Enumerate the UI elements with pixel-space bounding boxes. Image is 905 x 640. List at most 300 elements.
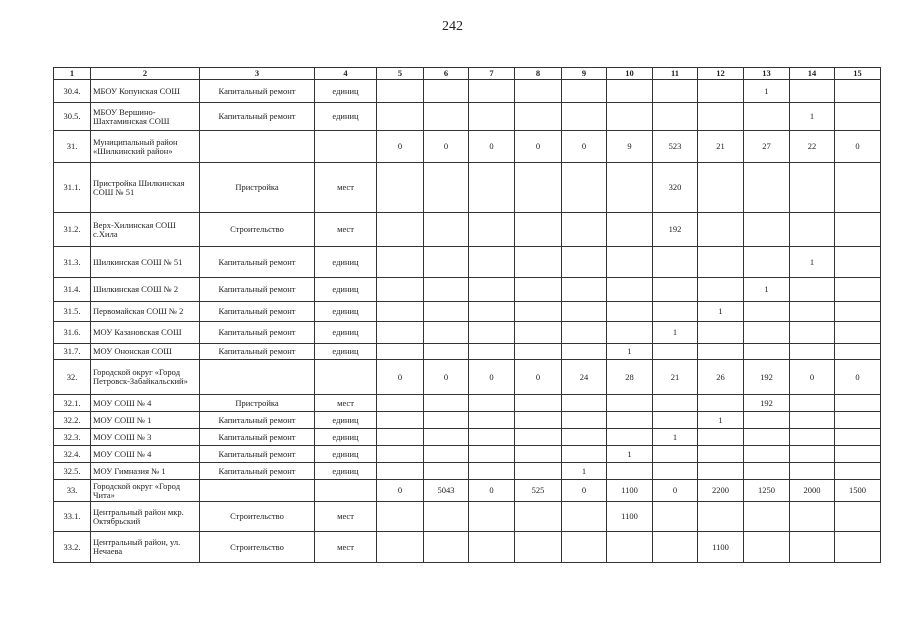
table-cell xyxy=(744,463,790,480)
table-cell xyxy=(790,322,835,344)
table-cell xyxy=(515,429,562,446)
table-cell xyxy=(424,463,469,480)
table-cell xyxy=(377,80,424,103)
row-name-cell: Городской округ «Город Чита» xyxy=(91,480,200,502)
row-index-cell: 32.4. xyxy=(54,446,91,463)
table-cell xyxy=(698,446,744,463)
row-index-cell: 31.5. xyxy=(54,302,91,322)
table-cell xyxy=(607,429,653,446)
table-cell xyxy=(835,302,881,322)
table-cell: Капитальный ремонт xyxy=(200,446,315,463)
table-cell xyxy=(377,429,424,446)
table-cell xyxy=(744,344,790,360)
table-cell xyxy=(515,502,562,532)
table-cell xyxy=(469,103,515,131)
table-cell xyxy=(744,302,790,322)
table-cell xyxy=(744,163,790,213)
table-cell xyxy=(790,163,835,213)
table-cell xyxy=(377,412,424,429)
row-name-cell: Центральный район мкр. Октябрьский xyxy=(91,502,200,532)
table-cell xyxy=(790,302,835,322)
table-cell xyxy=(790,213,835,247)
table-cell xyxy=(562,446,607,463)
table-cell: единиц xyxy=(315,278,377,302)
table-cell: 1 xyxy=(744,278,790,302)
table-cell: 0 xyxy=(469,131,515,163)
column-header: 2 xyxy=(91,68,200,80)
table-cell xyxy=(653,463,698,480)
table-cell xyxy=(698,103,744,131)
table-row xyxy=(54,412,881,429)
column-header: 10 xyxy=(607,68,653,80)
row-name-cell: Шилкинская СОШ № 2 xyxy=(91,278,200,302)
table-cell: 1 xyxy=(744,80,790,103)
table-cell xyxy=(424,412,469,429)
table-cell xyxy=(653,103,698,131)
table-cell xyxy=(607,322,653,344)
row-index-cell: 31. xyxy=(54,131,91,163)
table-cell xyxy=(469,502,515,532)
table-cell xyxy=(562,502,607,532)
table-cell xyxy=(469,213,515,247)
table-cell: 525 xyxy=(515,480,562,502)
table-cell xyxy=(790,463,835,480)
table-cell xyxy=(424,302,469,322)
table-cell xyxy=(835,412,881,429)
table-cell xyxy=(790,412,835,429)
table-row xyxy=(54,213,881,247)
table-cell xyxy=(469,412,515,429)
table-cell xyxy=(377,395,424,412)
table-cell: 0 xyxy=(562,480,607,502)
table-cell xyxy=(562,344,607,360)
table-cell: Капитальный ремонт xyxy=(200,103,315,131)
table-cell xyxy=(835,322,881,344)
table-cell: единиц xyxy=(315,302,377,322)
table-cell xyxy=(744,213,790,247)
table-cell xyxy=(377,532,424,563)
table-cell: 1 xyxy=(790,103,835,131)
table-cell: единиц xyxy=(315,344,377,360)
table-cell: 1 xyxy=(607,344,653,360)
table-cell xyxy=(744,532,790,563)
table-cell xyxy=(515,80,562,103)
column-header: 12 xyxy=(698,68,744,80)
table-cell: 0 xyxy=(424,360,469,395)
row-name-cell: МБОУ Копунская СОШ xyxy=(91,80,200,103)
table-cell xyxy=(424,247,469,278)
table-cell xyxy=(562,278,607,302)
table-cell: Капитальный ремонт xyxy=(200,302,315,322)
table-cell: мест xyxy=(315,502,377,532)
table-cell xyxy=(835,446,881,463)
table-cell: 26 xyxy=(698,360,744,395)
table-cell xyxy=(653,532,698,563)
table-cell xyxy=(424,429,469,446)
row-index-cell: 30.5. xyxy=(54,103,91,131)
row-name-cell: Первомайская СОШ № 2 xyxy=(91,302,200,322)
table-cell xyxy=(515,532,562,563)
table-cell xyxy=(562,322,607,344)
table-cell xyxy=(790,278,835,302)
table-cell xyxy=(469,463,515,480)
table-cell: 0 xyxy=(377,131,424,163)
column-header: 1 xyxy=(54,68,91,80)
table-row xyxy=(54,344,881,360)
table-cell: мест xyxy=(315,163,377,213)
table-cell xyxy=(790,502,835,532)
table-row xyxy=(54,446,881,463)
data-table xyxy=(53,67,881,563)
table-row xyxy=(54,360,881,395)
table-cell xyxy=(744,446,790,463)
table-cell xyxy=(562,395,607,412)
table-cell xyxy=(469,163,515,213)
table-cell: 1500 xyxy=(835,480,881,502)
table-cell xyxy=(469,322,515,344)
table-cell: Капитальный ремонт xyxy=(200,278,315,302)
table-cell xyxy=(200,131,315,163)
table-cell: Капитальный ремонт xyxy=(200,344,315,360)
table-cell xyxy=(607,103,653,131)
table-cell: единиц xyxy=(315,103,377,131)
table-cell xyxy=(515,344,562,360)
table-cell: мест xyxy=(315,532,377,563)
row-name-cell: Центральный район, ул. Нечаева xyxy=(91,532,200,563)
table-cell: 1 xyxy=(562,463,607,480)
table-cell xyxy=(835,463,881,480)
table-cell: 1250 xyxy=(744,480,790,502)
row-index-cell: 30.4. xyxy=(54,80,91,103)
table-cell: 320 xyxy=(653,163,698,213)
table-cell: 2000 xyxy=(790,480,835,502)
table-cell xyxy=(653,446,698,463)
table-row xyxy=(54,103,881,131)
table-cell xyxy=(607,278,653,302)
table-cell xyxy=(653,302,698,322)
table-cell xyxy=(424,163,469,213)
table-cell: 0 xyxy=(515,131,562,163)
row-name-cell: Шилкинская СОШ № 51 xyxy=(91,247,200,278)
table-cell xyxy=(653,412,698,429)
table-cell xyxy=(562,302,607,322)
table-cell xyxy=(698,278,744,302)
table-cell xyxy=(315,480,377,502)
table-row xyxy=(54,302,881,322)
column-header: 7 xyxy=(469,68,515,80)
table-cell xyxy=(835,395,881,412)
row-name-cell: Муниципальный район «Шилкинский район» xyxy=(91,131,200,163)
table-cell: 1 xyxy=(790,247,835,278)
table-cell xyxy=(424,213,469,247)
table-cell: 1 xyxy=(653,429,698,446)
table-cell xyxy=(200,360,315,395)
table-cell xyxy=(469,344,515,360)
table-cell xyxy=(377,322,424,344)
table-cell xyxy=(607,463,653,480)
table-cell xyxy=(200,480,315,502)
table-cell xyxy=(515,395,562,412)
table-cell xyxy=(698,80,744,103)
row-index-cell: 33.1. xyxy=(54,502,91,532)
table-cell xyxy=(469,395,515,412)
table-cell xyxy=(835,502,881,532)
table-cell: 0 xyxy=(377,360,424,395)
table-cell xyxy=(790,429,835,446)
table-cell: мест xyxy=(315,395,377,412)
table-cell xyxy=(653,344,698,360)
table-cell: Капитальный ремонт xyxy=(200,412,315,429)
table-cell xyxy=(698,502,744,532)
table-cell xyxy=(315,360,377,395)
table-cell xyxy=(469,278,515,302)
table-cell xyxy=(424,322,469,344)
table-cell xyxy=(562,80,607,103)
column-header: 13 xyxy=(744,68,790,80)
row-name-cell: Верх-Хилинская СОШ с.Хила xyxy=(91,213,200,247)
table-cell xyxy=(744,103,790,131)
column-header: 4 xyxy=(315,68,377,80)
table-row xyxy=(54,163,881,213)
table-cell: 523 xyxy=(653,131,698,163)
table-cell xyxy=(835,344,881,360)
table-cell xyxy=(698,163,744,213)
table-cell xyxy=(607,247,653,278)
table-cell: 1 xyxy=(698,412,744,429)
table-cell xyxy=(562,532,607,563)
table-cell: 1 xyxy=(698,302,744,322)
table-cell xyxy=(744,412,790,429)
table-cell xyxy=(790,80,835,103)
table-cell: 0 xyxy=(515,360,562,395)
table-cell: 2200 xyxy=(698,480,744,502)
table-cell xyxy=(835,80,881,103)
table-cell xyxy=(744,322,790,344)
table-cell xyxy=(790,395,835,412)
table-row xyxy=(54,131,881,163)
table-cell: 192 xyxy=(653,213,698,247)
table-cell xyxy=(790,446,835,463)
table-cell: 5043 xyxy=(424,480,469,502)
table-cell xyxy=(424,344,469,360)
table-cell xyxy=(835,278,881,302)
table-cell xyxy=(698,429,744,446)
table-cell xyxy=(835,532,881,563)
table-cell xyxy=(698,213,744,247)
table-cell xyxy=(698,322,744,344)
table-cell xyxy=(744,429,790,446)
table-cell: Пристройка xyxy=(200,395,315,412)
table-cell xyxy=(515,213,562,247)
table-cell xyxy=(607,163,653,213)
table-cell: 1 xyxy=(653,322,698,344)
table-cell: 21 xyxy=(698,131,744,163)
table-cell xyxy=(515,446,562,463)
table-cell: единиц xyxy=(315,322,377,344)
table-cell xyxy=(790,532,835,563)
row-index-cell: 31.3. xyxy=(54,247,91,278)
table-cell xyxy=(698,344,744,360)
table-cell xyxy=(698,463,744,480)
table-cell: 1100 xyxy=(698,532,744,563)
table-cell xyxy=(607,395,653,412)
row-index-cell: 31.4. xyxy=(54,278,91,302)
table-cell: 1100 xyxy=(607,502,653,532)
table-cell xyxy=(515,302,562,322)
table-cell xyxy=(424,278,469,302)
row-name-cell: Пристройка Шилкинская СОШ № 51 xyxy=(91,163,200,213)
table-cell xyxy=(698,247,744,278)
table-cell xyxy=(515,247,562,278)
table-cell xyxy=(469,446,515,463)
table-cell xyxy=(424,395,469,412)
table-cell: 1 xyxy=(607,446,653,463)
column-header: 3 xyxy=(200,68,315,80)
table-cell xyxy=(835,103,881,131)
row-name-cell: МОУ СОШ № 1 xyxy=(91,412,200,429)
table-row xyxy=(54,247,881,278)
row-index-cell: 32. xyxy=(54,360,91,395)
table-cell xyxy=(790,344,835,360)
table-cell xyxy=(469,429,515,446)
table-cell xyxy=(653,502,698,532)
column-header: 14 xyxy=(790,68,835,80)
column-header: 8 xyxy=(515,68,562,80)
table-cell xyxy=(424,532,469,563)
table-cell: Капитальный ремонт xyxy=(200,429,315,446)
table-cell: 9 xyxy=(607,131,653,163)
row-name-cell: МОУ Гимназия № 1 xyxy=(91,463,200,480)
row-index-cell: 31.2. xyxy=(54,213,91,247)
table-cell xyxy=(377,103,424,131)
table-cell: Пристройка xyxy=(200,163,315,213)
table-cell xyxy=(315,131,377,163)
table-cell xyxy=(653,80,698,103)
table-cell xyxy=(653,247,698,278)
table-cell: единиц xyxy=(315,463,377,480)
table-cell xyxy=(607,412,653,429)
table-cell xyxy=(607,302,653,322)
table-cell xyxy=(562,412,607,429)
table-cell xyxy=(562,103,607,131)
row-name-cell: МОУ Ононская СОШ xyxy=(91,344,200,360)
table-row xyxy=(54,429,881,446)
table-cell xyxy=(653,395,698,412)
table-cell xyxy=(835,213,881,247)
table-cell: Капитальный ремонт xyxy=(200,463,315,480)
row-index-cell: 33.2. xyxy=(54,532,91,563)
table-cell xyxy=(424,446,469,463)
table-cell xyxy=(607,213,653,247)
table-cell xyxy=(607,532,653,563)
table-cell: мест xyxy=(315,213,377,247)
table-cell xyxy=(469,302,515,322)
row-name-cell: МОУ СОШ № 3 xyxy=(91,429,200,446)
table-cell: 0 xyxy=(424,131,469,163)
table-cell xyxy=(377,446,424,463)
table-cell: Капитальный ремонт xyxy=(200,80,315,103)
table-cell: 0 xyxy=(790,360,835,395)
table-cell: единиц xyxy=(315,429,377,446)
table-cell xyxy=(562,429,607,446)
table-cell xyxy=(515,278,562,302)
table-cell xyxy=(469,247,515,278)
row-name-cell: МБОУ Вершино-Шахтаминская СОШ xyxy=(91,103,200,131)
table-row xyxy=(54,80,881,103)
table-row xyxy=(54,322,881,344)
row-index-cell: 32.5. xyxy=(54,463,91,480)
table-cell xyxy=(515,163,562,213)
table-cell xyxy=(653,278,698,302)
table-row xyxy=(54,532,881,563)
table-cell: Строительство xyxy=(200,502,315,532)
row-index-cell: 31.7. xyxy=(54,344,91,360)
row-index-cell: 32.3. xyxy=(54,429,91,446)
table-cell xyxy=(469,80,515,103)
table-cell: 0 xyxy=(469,360,515,395)
table-cell xyxy=(698,395,744,412)
table-cell: 24 xyxy=(562,360,607,395)
table-row xyxy=(54,463,881,480)
table-row xyxy=(54,395,881,412)
table-cell: 192 xyxy=(744,360,790,395)
table-cell xyxy=(562,213,607,247)
table-cell: 28 xyxy=(607,360,653,395)
table-cell xyxy=(377,463,424,480)
table-cell: 192 xyxy=(744,395,790,412)
table-cell: 0 xyxy=(835,360,881,395)
column-header: 5 xyxy=(377,68,424,80)
page-number: 242 xyxy=(442,19,463,34)
table-cell: 0 xyxy=(469,480,515,502)
table-cell xyxy=(515,463,562,480)
row-index-cell: 31.6. xyxy=(54,322,91,344)
table-cell: 1100 xyxy=(607,480,653,502)
table-row xyxy=(54,502,881,532)
row-index-cell: 32.2. xyxy=(54,412,91,429)
table-cell xyxy=(377,163,424,213)
table-row xyxy=(54,278,881,302)
table-cell xyxy=(377,213,424,247)
row-index-cell: 33. xyxy=(54,480,91,502)
table-cell xyxy=(424,502,469,532)
table-cell: 0 xyxy=(377,480,424,502)
table-cell: Капитальный ремонт xyxy=(200,322,315,344)
row-name-cell: МОУ Казановская СОШ xyxy=(91,322,200,344)
table-cell xyxy=(744,502,790,532)
table-cell: 0 xyxy=(562,131,607,163)
table-cell xyxy=(377,278,424,302)
column-header: 15 xyxy=(835,68,881,80)
row-index-cell: 31.1. xyxy=(54,163,91,213)
column-header: 6 xyxy=(424,68,469,80)
table-cell: 21 xyxy=(653,360,698,395)
table-cell: 27 xyxy=(744,131,790,163)
table-cell: единиц xyxy=(315,412,377,429)
table-cell xyxy=(424,103,469,131)
row-name-cell: Городской округ «Город Петровск-Забайкальский» xyxy=(91,360,200,395)
table-cell: единиц xyxy=(315,80,377,103)
table-cell xyxy=(424,80,469,103)
table-row xyxy=(54,480,881,502)
table-cell xyxy=(469,532,515,563)
column-header: 11 xyxy=(653,68,698,80)
table-cell xyxy=(515,412,562,429)
table-cell: Строительство xyxy=(200,213,315,247)
row-name-cell: МОУ СОШ № 4 xyxy=(91,395,200,412)
table-cell xyxy=(562,163,607,213)
table-cell: 0 xyxy=(653,480,698,502)
